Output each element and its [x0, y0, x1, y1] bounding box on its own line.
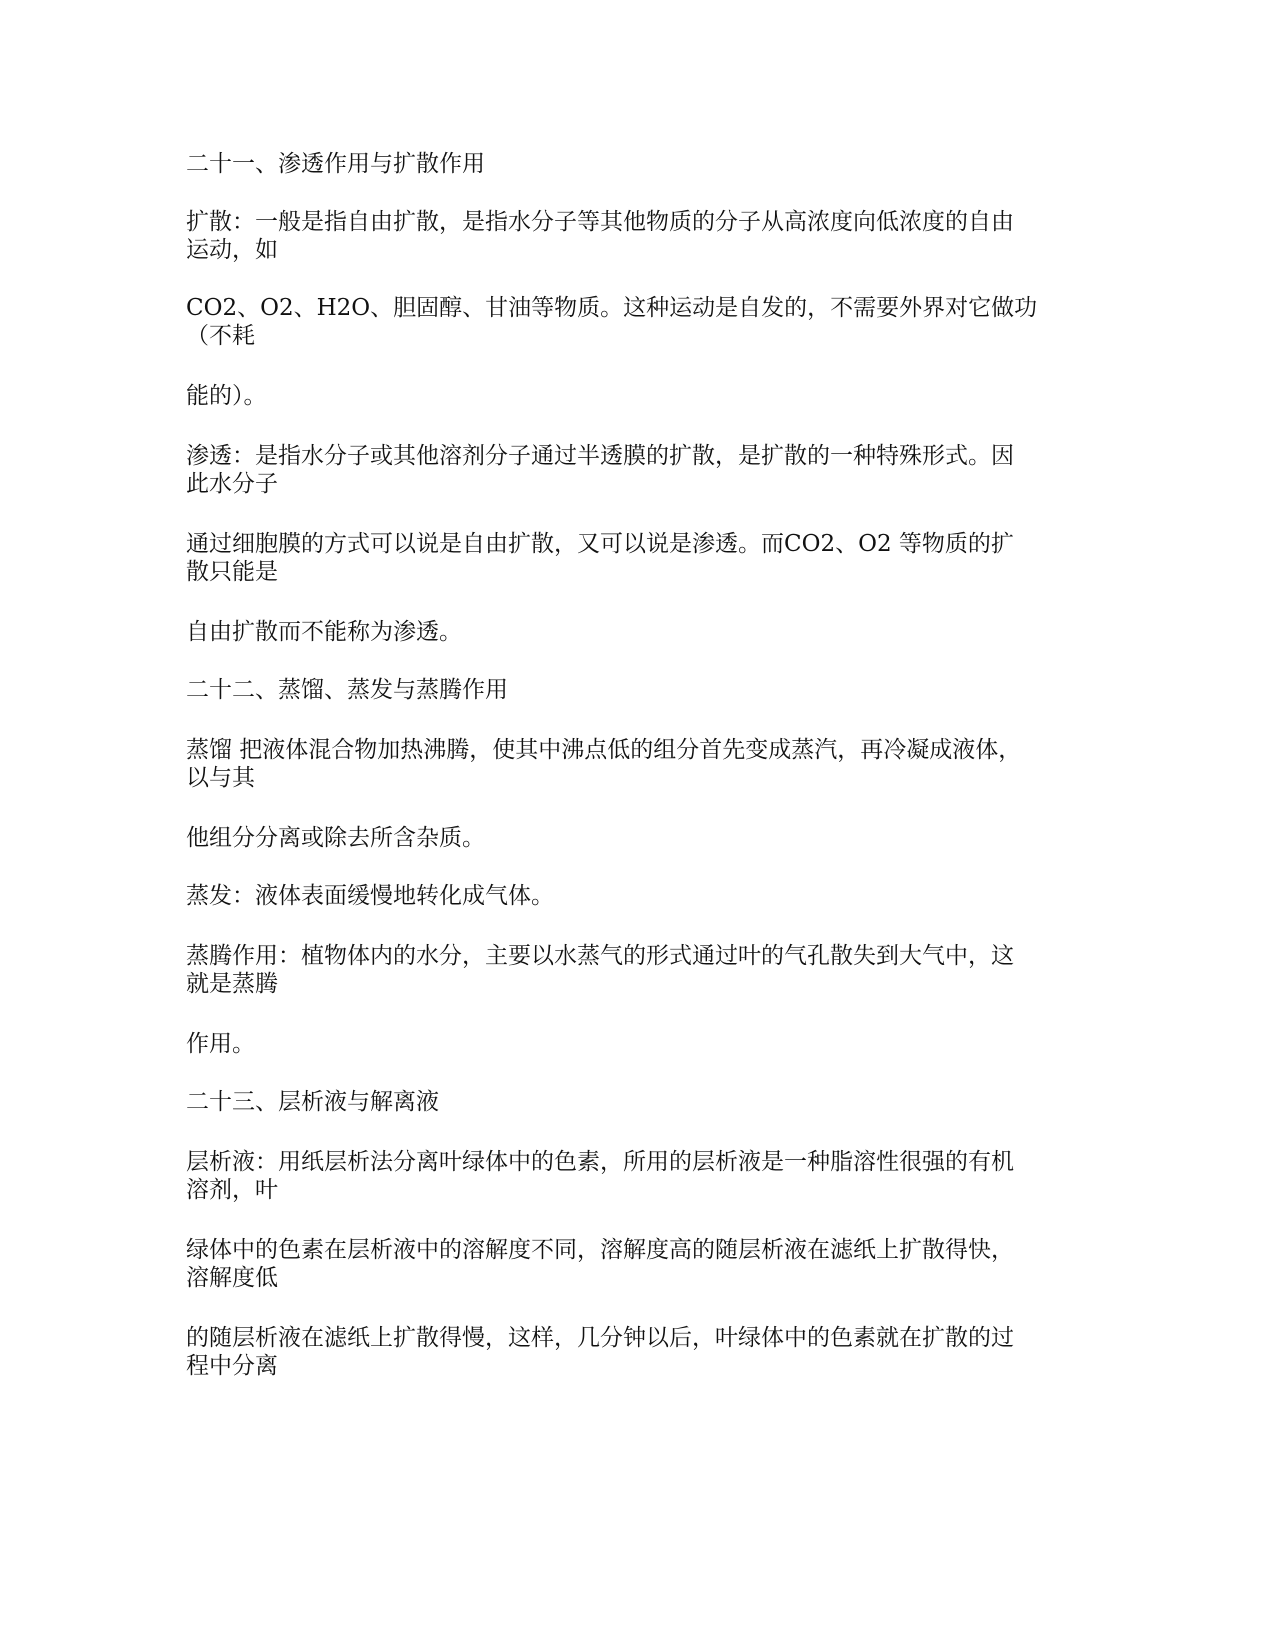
section-heading-22: 二十二、蒸馏、蒸发与蒸腾作用	[186, 677, 508, 703]
text-line: 溶解度低	[186, 1265, 278, 1291]
text-line: 溶剂，叶	[186, 1177, 278, 1203]
text-line: 渗透：是指水分子或其他溶剂分子通过半透膜的扩散，是扩散的一种特殊形式。因	[186, 443, 1014, 469]
text-line: 通过细胞膜的方式可以说是自由扩散，又可以说是渗透。而CO2、O2 等物质的扩	[186, 531, 1014, 557]
text-line: 扩散：一般是指自由扩散，是指水分子等其他物质的分子从高浓度向低浓度的自由	[186, 209, 1014, 235]
text-line: 他组分分离或除去所含杂质。	[186, 825, 485, 851]
section-heading-21: 二十一、渗透作用与扩散作用	[186, 151, 485, 177]
section-heading-23: 二十三、层析液与解离液	[186, 1089, 439, 1115]
text-line: 以与其	[186, 765, 255, 791]
text-line: 层析液：用纸层析法分离叶绿体中的色素，所用的层析液是一种脂溶性很强的有机	[186, 1149, 1014, 1175]
text-line: 的随层析液在滤纸上扩散得慢，这样，几分钟以后，叶绿体中的色素就在扩散的过	[186, 1325, 1014, 1351]
text-line: 蒸馏 把液体混合物加热沸腾，使其中沸点低的组分首先变成蒸汽，再冷凝成液体，	[186, 737, 1022, 763]
text-line: 散只能是	[186, 559, 278, 585]
text-line: 作用。	[186, 1031, 255, 1057]
text-line: 就是蒸腾	[186, 971, 278, 997]
text-line: （不耗	[186, 323, 255, 349]
text-line: 蒸腾作用：植物体内的水分，主要以水蒸气的形式通过叶的气孔散失到大气中，这	[186, 943, 1014, 969]
text-line: CO2、O2、H2O、胆固醇、甘油等物质。这种运动是自发的，不需要外界对它做功	[186, 295, 1038, 321]
text-line: 自由扩散而不能称为渗透。	[186, 619, 462, 645]
text-line: 运动，如	[186, 237, 278, 263]
text-line: 能的）。	[186, 383, 267, 409]
text-line: 蒸发：液体表面缓慢地转化成气体。	[186, 883, 554, 909]
text-line: 程中分离	[186, 1353, 278, 1379]
text-line: 此水分子	[186, 471, 278, 497]
text-line: 绿体中的色素在层析液中的溶解度不同，溶解度高的随层析液在滤纸上扩散得快，	[186, 1237, 1014, 1263]
